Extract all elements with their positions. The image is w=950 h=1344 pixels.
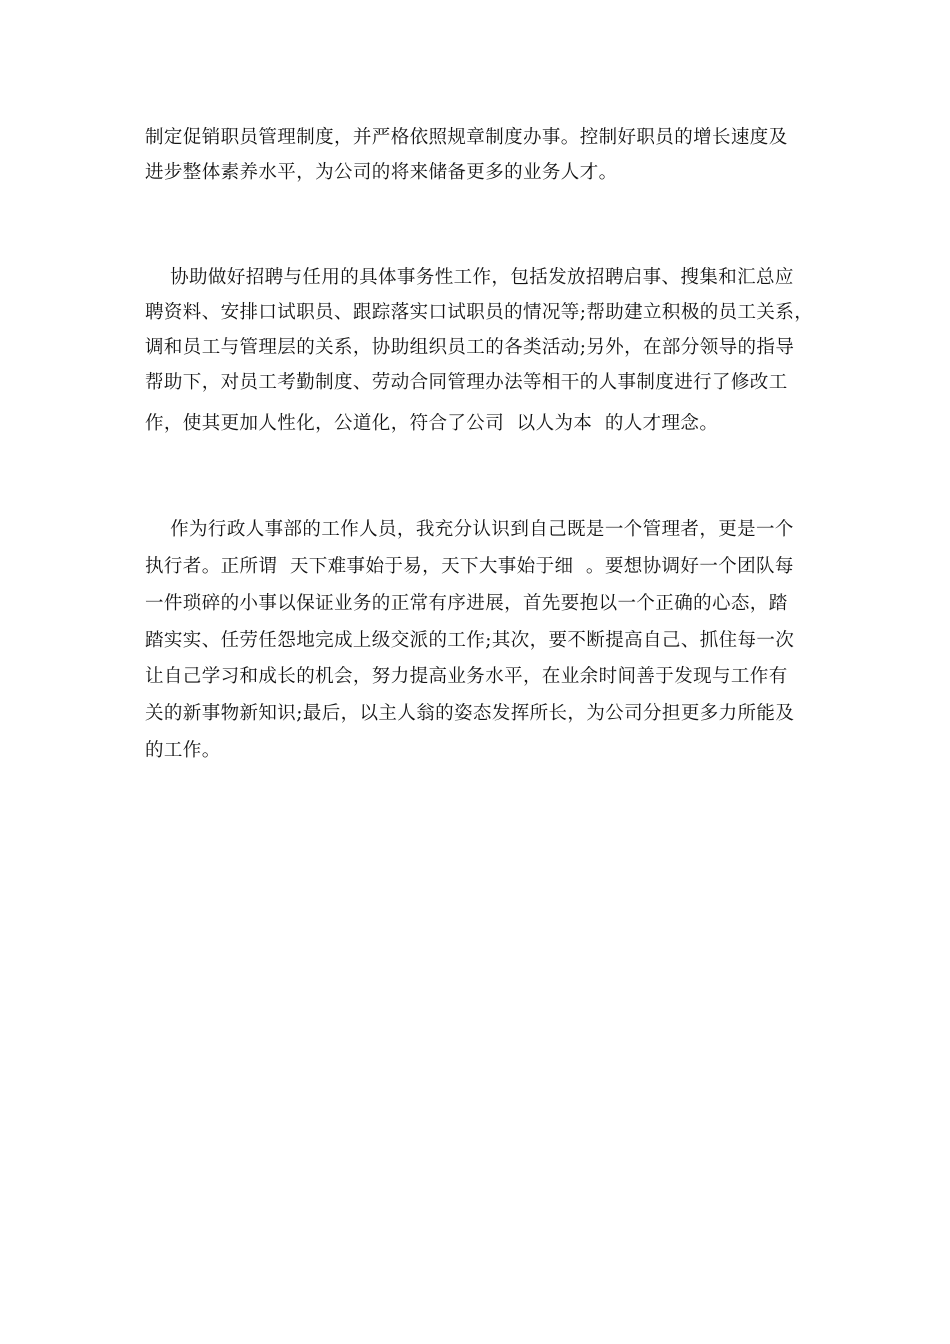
text-line: 制定促销职员管理制度，并严格依照规章制度办事。控制好职员的增长速度及: [145, 127, 788, 148]
text-line: 聘资料、安排口试职员、跟踪落实口试职员的情况等;帮助建立积极的员工关系，: [145, 302, 814, 323]
text-line: 让自己学习和成长的机会，努力提高业务水平，在业余时间善于发现与工作有: [145, 666, 788, 687]
text-line: 一件琐碎的小事以保证业务的正常有序进展，首先要抱以一个正确的心态，踏: [145, 593, 788, 614]
text-line: 关的新事物新知识;最后，以主人翁的姿态发挥所长，为公司分担更多力所能及: [145, 703, 795, 724]
text-line: 作，使其更加人性化，公道化，符合了公司 以人为本 的人才理念。: [145, 413, 719, 434]
text-line: 执行者。正所谓 天下难事始于易，天下大事始于细 。要想协调好一个团队每: [145, 556, 794, 577]
text-line: 协助做好招聘与任用的具体事务性工作，包括发放招聘启事、搜集和汇总应: [145, 267, 794, 288]
text-line: 作为行政人事部的工作人员，我充分认识到自己既是一个管理者，更是一个: [145, 519, 794, 540]
text-line: 踏实实、任劳任怨地完成上级交派的工作;其次，要不断提高自己、抓住每一次: [145, 630, 795, 651]
text-line: 帮助下，对员工考勤制度、劳动合同管理办法等相干的人事制度进行了修改工: [145, 372, 788, 393]
text-line: 的工作。: [145, 740, 221, 761]
text-line: 进步整体素养水平，为公司的将来储备更多的业务人才。: [145, 162, 618, 183]
text-line: 调和员工与管理层的关系，协助组织员工的各类活动;另外，在部分领导的指导: [145, 337, 795, 358]
